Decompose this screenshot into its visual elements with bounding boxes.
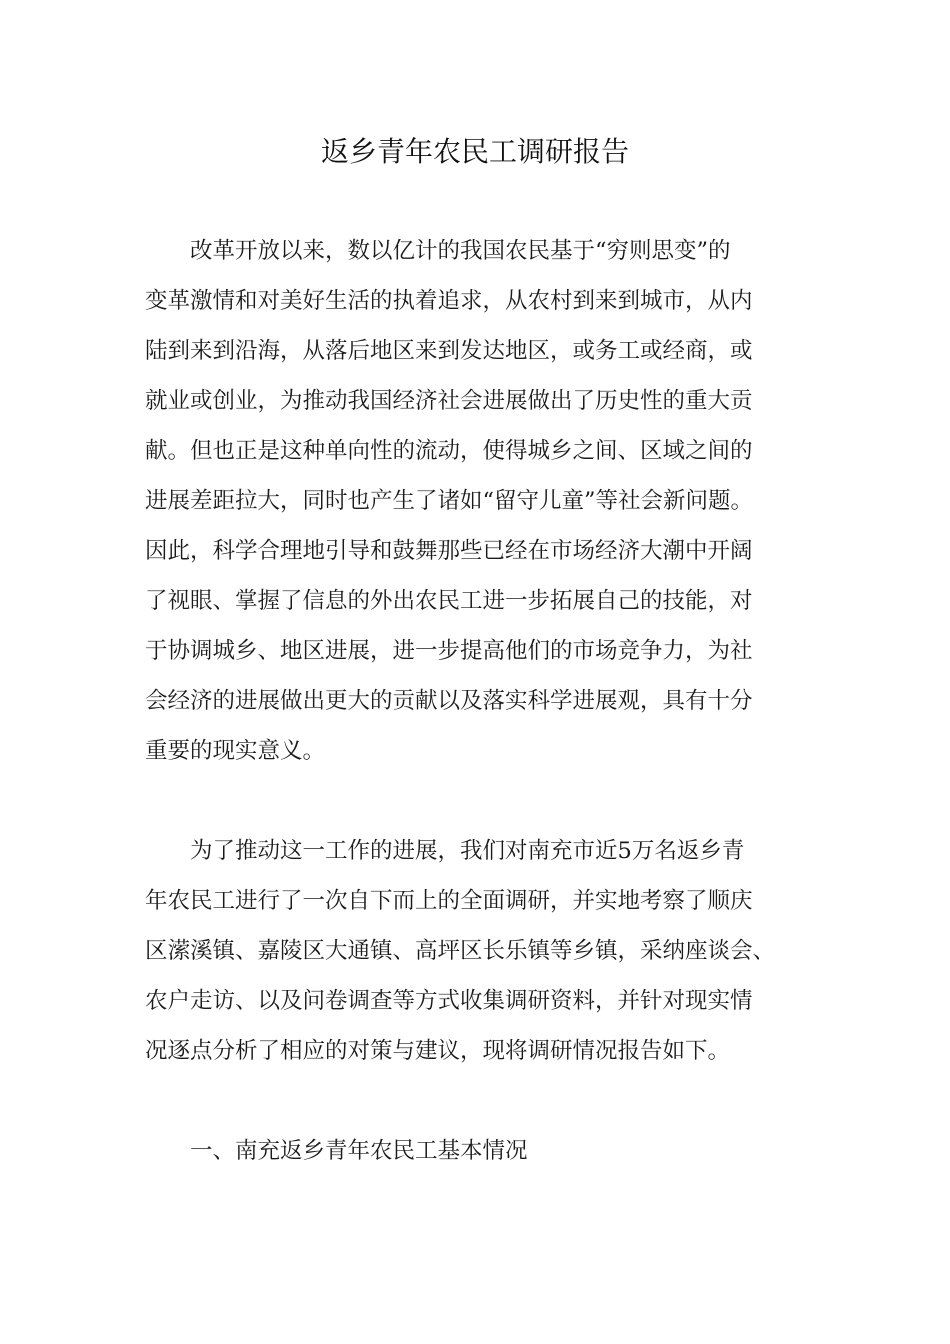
section-heading bbox=[145, 1126, 820, 1176]
paragraph-2 bbox=[145, 826, 820, 1076]
paragraph-line: 献。但也正是这种单向性的流动，使得城乡之间、区域之间的 bbox=[145, 438, 753, 464]
paragraph-line: 因此，科学合理地引导和鼓舞那些已经在市场经济大潮中开阔 bbox=[145, 538, 753, 564]
paragraph-line: 于协调城乡、地区进展，进一步提高他们的市场竞争力，为社 bbox=[145, 638, 753, 664]
paragraph-1 bbox=[145, 226, 820, 776]
paragraph-line: 年农民工进行了一次自下而上的全面调研，并实地考察了顺庆 bbox=[145, 888, 753, 914]
paragraph-line: 农户走访、以及问卷调查等方式收集调研资料，并针对现实情 bbox=[145, 988, 753, 1014]
paragraph-line: 况逐点分析了相应的对策与建议，现将调研情况报告如下。 bbox=[145, 1038, 731, 1064]
paragraph-line: 陆到来到沿海，从落后地区来到发达地区，或务工或经商，或 bbox=[145, 338, 753, 364]
paragraph-line: 进展差距拉大，同时也产生了诸如“留守儿童”等社会新问题。 bbox=[145, 488, 754, 514]
paragraph-line: 重要的现实意义。 bbox=[145, 738, 326, 764]
paragraph-line: 变革激情和对美好生活的执着追求，从农村到来到城市，从内 bbox=[145, 288, 753, 314]
paragraph-line: 区潆溪镇、嘉陵区大通镇、高坪区长乐镇等乡镇，采纳座谈会、 bbox=[145, 938, 776, 964]
page-title: 返乡青年农民工调研报告 bbox=[320, 135, 629, 168]
paragraph-line: 就业或创业，为推动我国经济社会进展做出了历史性的重大贡 bbox=[145, 388, 753, 414]
paragraph-line: 改革开放以来，数以亿计的我国农民基于“穷则思变”的 bbox=[190, 238, 731, 264]
paragraph-line: 为了推动这一工作的进展，我们对南充市近5万名返乡青 bbox=[190, 838, 745, 864]
paragraph-line: 了视眼、掌握了信息的外出农民工进一步拓展自己的技能，对 bbox=[145, 588, 753, 614]
section-heading-text: 一、南充返乡青年农民工基本情况 bbox=[190, 1138, 528, 1164]
paragraph-line: 会经济的进展做出更大的贡献以及落实科学进展观，具有十分 bbox=[145, 688, 753, 714]
